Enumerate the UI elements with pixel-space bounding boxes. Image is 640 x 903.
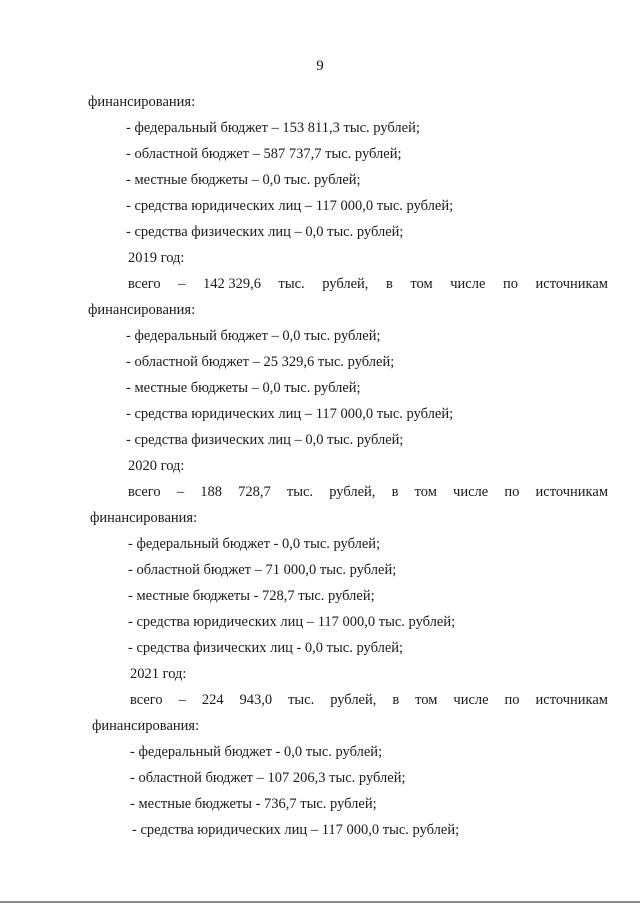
- word: 728,7: [238, 484, 271, 500]
- list-item: - средства физических лиц – 0,0 тыс. рублей;: [126, 224, 404, 240]
- list-item: - областной бюджет – 71 000,0 тыс. рублей;: [128, 562, 397, 578]
- list-item: - местные бюджеты - 728,7 тыс. рублей;: [128, 588, 375, 604]
- financing-label: финансирования:: [88, 302, 196, 318]
- word: тыс.: [288, 692, 315, 708]
- list-item: - средства физических лиц – 0,0 тыс. рублей;: [126, 432, 404, 448]
- word: по: [504, 692, 520, 708]
- list-item: - местные бюджеты – 0,0 тыс. рублей;: [126, 380, 361, 396]
- word: 224: [201, 692, 224, 708]
- list-item: - областной бюджет – 25 329,6 тыс. рублей;: [126, 354, 395, 370]
- list-item: - областной бюджет – 107 206,3 тыс. рублей;: [130, 770, 406, 786]
- word: источникам: [535, 484, 608, 500]
- word: числе: [453, 692, 489, 708]
- list-item: - средства юридических лиц – 117 000,0 тыс. рублей;: [128, 614, 456, 630]
- list-item: - средства юридических лиц – 117 000,0 тыс. рублей;: [126, 198, 454, 214]
- list-item: - средства юридических лиц – 117 000,0 тыс. рублей;: [132, 822, 460, 838]
- word: 142 329,6: [203, 276, 261, 292]
- word: всего: [128, 484, 161, 500]
- word: –: [178, 276, 186, 292]
- page-number: 9: [316, 58, 324, 74]
- list-item: - федеральный бюджет – 0,0 тыс. рублей;: [126, 328, 381, 344]
- word: рублей,: [322, 276, 369, 292]
- financing-label: финансирования:: [90, 510, 198, 526]
- list-item: - федеральный бюджет – 153 811,3 тыс. рублей;: [126, 120, 420, 136]
- list-item: - местные бюджеты - 736,7 тыс. рублей;: [130, 796, 377, 812]
- year-heading: 2020 год:: [128, 458, 185, 474]
- word: 188: [200, 484, 222, 500]
- word: источникам: [535, 276, 608, 292]
- total-line: [128, 275, 608, 293]
- total-line: [128, 483, 608, 501]
- list-item: - федеральный бюджет - 0,0 тыс. рублей;: [128, 536, 381, 552]
- list-item: - федеральный бюджет - 0,0 тыс. рублей;: [130, 744, 383, 760]
- word: по: [502, 276, 518, 292]
- word: всего: [128, 276, 161, 292]
- list-item: - средства физических лиц - 0,0 тыс. рублей;: [128, 640, 404, 656]
- word: том: [414, 484, 437, 500]
- word: числе: [450, 276, 486, 292]
- word: источникам: [535, 692, 608, 708]
- word: –: [178, 692, 186, 708]
- word: том: [415, 692, 438, 708]
- word: в: [392, 692, 400, 708]
- word: рублей,: [329, 484, 376, 500]
- word: числе: [453, 484, 489, 500]
- financing-label: финансирования:: [88, 94, 196, 110]
- word: том: [410, 276, 433, 292]
- word: по: [504, 484, 520, 500]
- word: 943,0: [239, 692, 273, 708]
- word: всего: [130, 692, 163, 708]
- word: в: [385, 276, 393, 292]
- year-heading: 2019 год:: [128, 250, 185, 266]
- year-heading: 2021 год:: [130, 666, 187, 682]
- word: тыс.: [286, 484, 314, 500]
- financing-label: финансирования:: [92, 718, 200, 734]
- list-item: - средства юридических лиц – 117 000,0 тыс. рублей;: [126, 406, 454, 422]
- word: тыс.: [278, 276, 305, 292]
- word: рублей,: [330, 692, 377, 708]
- list-item: - местные бюджеты – 0,0 тыс. рублей;: [126, 172, 361, 188]
- total-line: [130, 691, 608, 709]
- list-item: - областной бюджет – 587 737,7 тыс. рублей;: [126, 146, 402, 162]
- word: –: [176, 484, 185, 500]
- word: в: [391, 484, 399, 500]
